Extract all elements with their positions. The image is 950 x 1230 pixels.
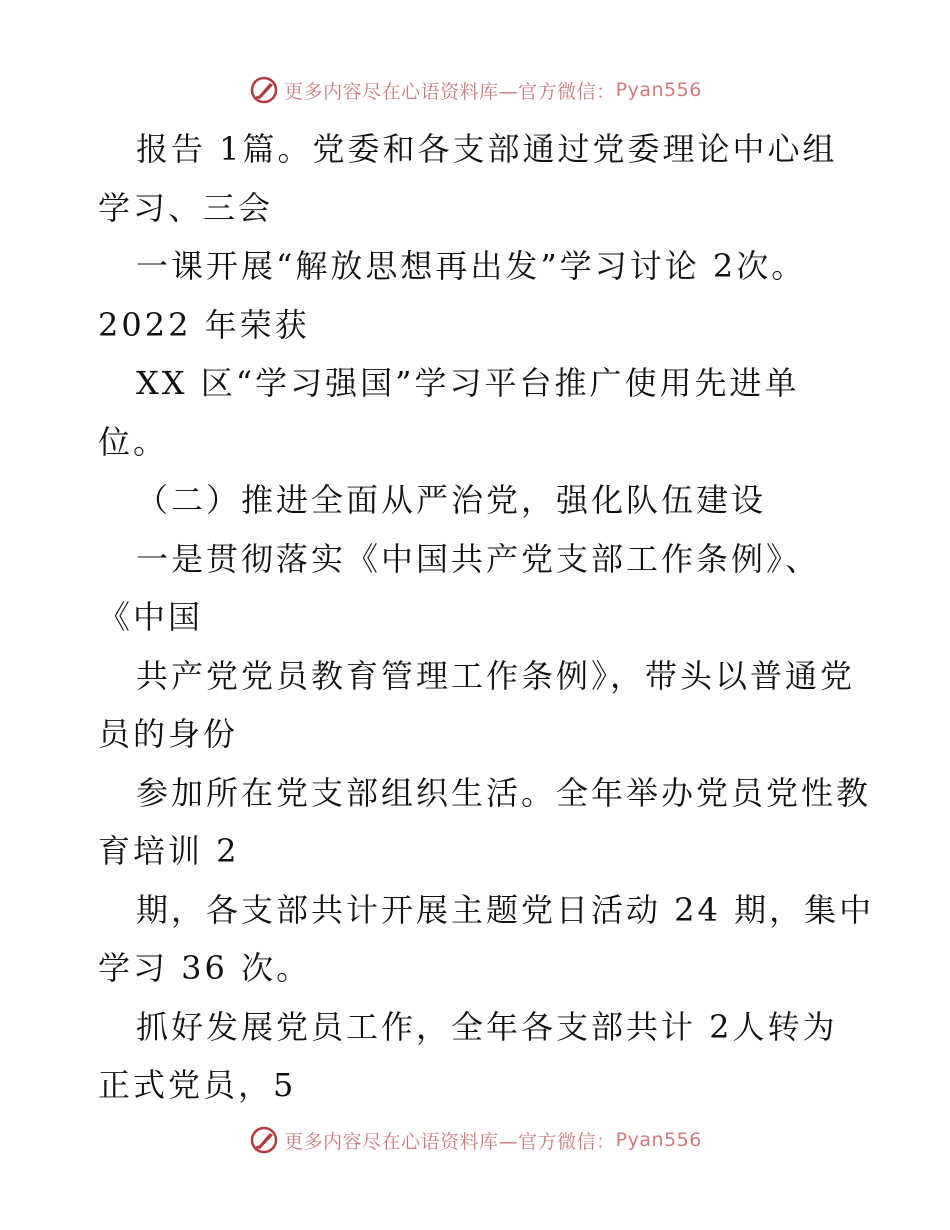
text-line: 育培训 2: [98, 832, 240, 870]
watermark-wechat-id: Pyan556: [615, 1129, 702, 1151]
text-line: （二）推进全面从严治党，强化队伍建设: [136, 481, 767, 519]
watermark-text: 更多内容尽在心语资料库—官方微信：: [284, 1130, 616, 1153]
watermark-wechat-id: Pyan556: [615, 79, 702, 101]
text-line: 抓好发展党员工作，全年各支部共计 2人转为: [136, 1007, 838, 1046]
text-line: 一是贯彻落实《中国共产党支部工作条例》、: [136, 539, 821, 578]
header-watermark: [0, 70, 950, 110]
text-line: 一课开展“解放思想再出发”学习讨论 2次。: [136, 247, 807, 285]
text-line: 《中国: [98, 598, 204, 636]
text-line: 位。: [98, 422, 169, 461]
text-line: 员的身份: [98, 715, 239, 753]
text-line: 学习、三会: [98, 188, 274, 227]
feather-pen-icon: [248, 74, 280, 106]
text-line: 学习 36 次。: [98, 949, 312, 987]
document-body: [98, 120, 875, 1115]
watermark-text: 更多内容尽在心语资料库—官方微信：: [284, 80, 616, 103]
text-line: 报告 1篇。党委和各支部通过党委理论中心组: [136, 130, 838, 168]
text-line: XX 区“学习强国”学习平台推广使用先进单: [136, 364, 800, 402]
feather-pen-icon: [248, 1124, 280, 1156]
footer-watermark: [0, 1120, 950, 1160]
text-line: 2022 年荣获: [98, 305, 310, 344]
text-line: 正式党员，5: [98, 1066, 297, 1104]
text-line: 共产党党员教育管理工作条例》，带头以普通党: [136, 656, 856, 695]
text-line: 参加所在党支部组织生活。全年举办党员党性教: [136, 773, 872, 812]
text-line: 期，各支部共计开展主题党日活动 24 期，集中: [136, 890, 875, 929]
